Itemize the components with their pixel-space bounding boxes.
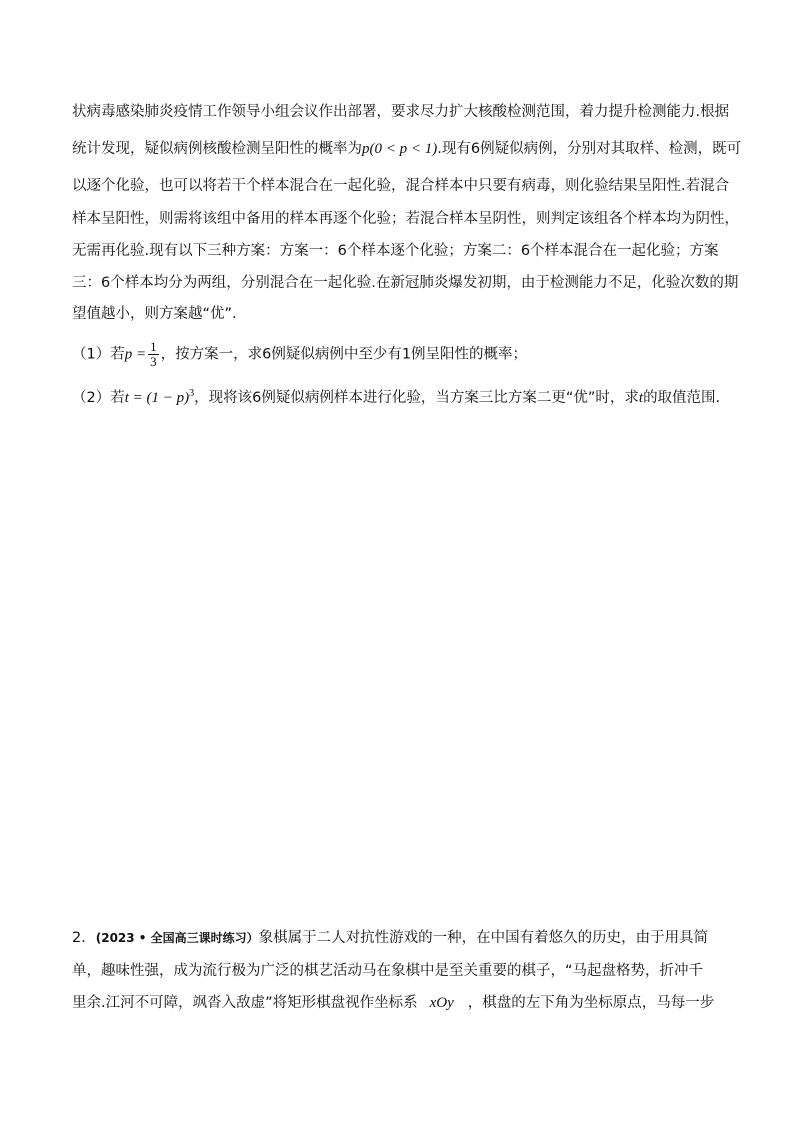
problem-2-line-1 <box>72 928 708 948</box>
problem-2-line-1-text: 象棋属于二人对抗性游戏的一种，在中国有着悠久的历史，由于用具简 <box>258 930 709 946</box>
probability-expression: p(0 < p < 1) <box>362 141 438 157</box>
question-2 <box>72 384 720 408</box>
question-1-variable: p = <box>124 346 147 363</box>
question-2-exponent: 3 <box>189 388 195 399</box>
problem-2-line-3-text-a: 里余.江河不可障，飒沓入敌虚”将矩形棋盘视作坐标系 <box>72 995 418 1011</box>
problem-2-source: (2023 • 全国高三课时练习） <box>95 931 259 945</box>
fraction-one-third <box>148 340 159 369</box>
problem-1-line-7: 望值越小，则方案越“优”. <box>72 306 237 322</box>
problem-1-line-6: 三：6个样本均分为两组，分别混合在一起化验.在新冠肺炎爆发初期，由于检测能力不足，化验次数的期 <box>72 275 739 291</box>
problem-1-line-3: 以逐个化验，也可以将若干个样本混合在一起化验，混合样本中只要有病毒，则化验结果呈阳性.若混合 <box>72 178 730 194</box>
problem-1-line-2-text-a: 统计发现，疑似病例核酸检测呈阳性的概率为 <box>72 141 362 157</box>
problem-2-number: 2． <box>72 930 96 946</box>
problem-2-line-3 <box>72 993 714 1013</box>
problem-2-line-2: 单，趣味性强，成为流行极为广泛的棋艺活动马在象棋中是至关重要的棋子，“马起盘格势，折冲千 <box>72 963 704 979</box>
problem-1-line-5: 无需再化验.现有以下三种方案：方案一：6个样本逐个化验；方案二：6个样本混合在一起化验；方案 <box>72 243 719 259</box>
fraction-numerator: 1 <box>150 339 157 354</box>
question-1-prefix: （1）若 <box>72 346 125 363</box>
question-2-text-end: 的取值范围. <box>643 389 721 406</box>
question-1 <box>72 340 527 369</box>
problem-2-line-3-text-b: ，棋盘的左下角为坐标原点，马每一步 <box>467 995 715 1011</box>
problem-1-line-2-text-b: .现有6例疑似病例，分别对其取样、检测，既可 <box>437 141 742 157</box>
question-1-text: ，按方案一，求6例疑似病例中至少有1例呈阳性的概率； <box>160 346 528 363</box>
question-2-text: ，现将该6例疑似病例样本进行化验，当方案三比方案二更“优”时，求 <box>194 389 639 406</box>
problem-1-line-2 <box>72 139 741 159</box>
question-2-variable: t <box>638 389 644 406</box>
question-2-expression: t = (1 − p) <box>124 389 190 406</box>
question-2-prefix: （2）若 <box>72 389 125 406</box>
problem-1-line-1: 状病毒感染肺炎疫情工作领导小组会议作出部署，要求尽力扩大核酸检测范围，着力提升检测能力.根据 <box>72 104 730 120</box>
coordinate-system-label: xOy <box>429 995 454 1011</box>
problem-1-line-4: 样本呈阳性，则需将该组中备用的样本再逐个化验；若混合样本呈阴性，则判定该组各个样本均为阴性， <box>72 211 739 227</box>
fraction-denominator: 3 <box>150 354 157 369</box>
